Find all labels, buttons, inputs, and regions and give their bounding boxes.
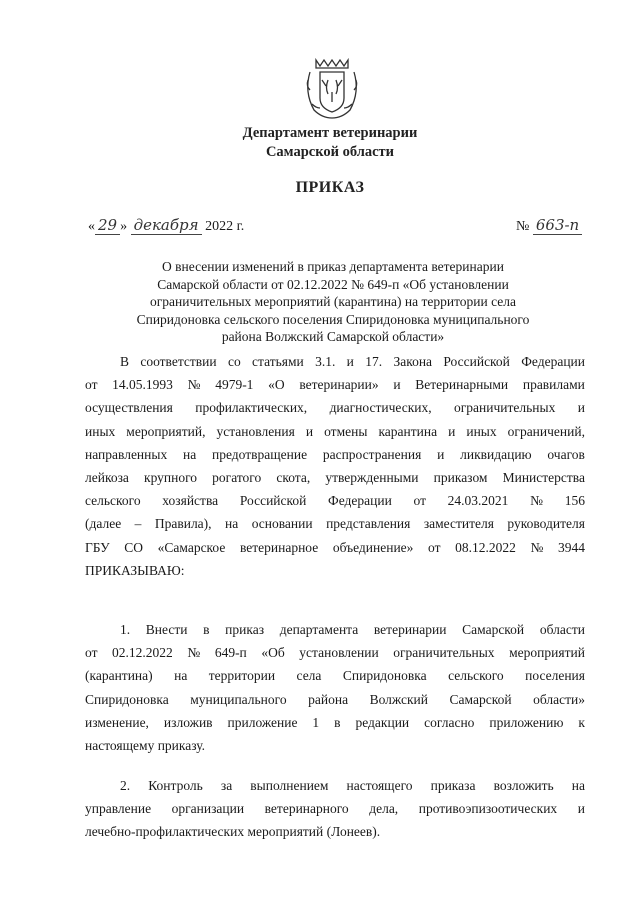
date-day: 29	[95, 216, 120, 235]
subject-line: Самарской области от 02.12.2022 № 649-п «Об установлении	[157, 276, 509, 292]
paragraph-preamble	[85, 350, 585, 582]
document-type: ПРИКАЗ	[295, 179, 365, 196]
paragraph-line: направленных на предотвращение распространения и ликвидацию очагов	[85, 446, 585, 462]
document-subject	[108, 258, 558, 346]
paragraph-line: 2. Контроль за выполнением настоящего приказа возложить на	[120, 778, 585, 793]
paragraph-item-2	[85, 774, 585, 844]
paragraph-line: изменение, изложив приложение 1 в редакции согласно приложению к	[85, 714, 585, 730]
date-month: декабря	[131, 216, 202, 235]
paragraph-line: ГБУ СО «Самарское ветеринарное объединение» от 08.12.2022 № 3944	[85, 539, 585, 555]
paragraph-line: В соответствии со статьями 3.1. и 17. Закона Российской Федерации	[120, 354, 585, 369]
paragraph-line: от 14.05.1993 № 4979-1 «О ветеринарии» и Ветеринарными правилами	[85, 377, 585, 393]
paragraph-line: (карантина) на территории села Спиридоновка сельского поселения	[85, 668, 585, 684]
paragraph-line: лейкоза крупного рогатого скота, утвержденными приказом Министерства	[85, 470, 585, 486]
paragraph-line: иных мероприятий, установления и отмены карантина и иных ограничений,	[85, 423, 585, 439]
paragraph-line: ПРИКАЗЫВАЮ:	[85, 562, 185, 578]
paragraph-line: от 02.12.2022 № 649-п «Об установлении ограничительных мероприятий	[85, 645, 585, 661]
organization-region: Самарской области	[265, 144, 395, 160]
paragraph-line: управление организации ветеринарного дела, противоэпизоотических и	[85, 801, 585, 817]
subject-line: Спиридоновка сельского поселения Спиридоновка муниципального	[136, 311, 530, 327]
date-year: 2022 г.	[205, 219, 245, 234]
subject-line: ограничительных мероприятий (карантина) на территории села	[149, 294, 517, 309]
date-quote-close: »	[120, 219, 128, 234]
paragraph-line: (далее – Правила), на основании представления заместителя руководителя	[85, 516, 585, 532]
paragraph-line: осуществления профилактических, диагностических, ограничительных и	[85, 400, 585, 416]
number-value: 663-п	[533, 216, 582, 235]
document-number	[516, 216, 582, 235]
number-prefix: №	[516, 219, 530, 234]
document-date	[88, 216, 244, 235]
coat-of-arms-icon	[302, 56, 362, 120]
organization-name: Департамент ветеринарии	[242, 125, 418, 141]
subject-line: района Волжский Самарской области»	[221, 329, 445, 344]
date-quote-open: «	[88, 219, 95, 234]
paragraph-line: сельского хозяйства Российской Федерации от 24.03.2021 № 156	[85, 493, 585, 509]
paragraph-line: 1. Внести в приказ департамента ветеринарии Самарской области	[120, 622, 585, 637]
paragraph-item-1	[85, 618, 585, 757]
paragraph-line: настоящему приказу.	[85, 738, 206, 754]
paragraph-line: Спиридоновка муниципального района Волжский Самарской области»	[85, 691, 585, 707]
subject-line: О внесении изменений в приказ департамента ветеринарии	[162, 259, 504, 274]
paragraph-line: лечебно-профилактических мероприятий (Лонеев).	[85, 824, 381, 840]
